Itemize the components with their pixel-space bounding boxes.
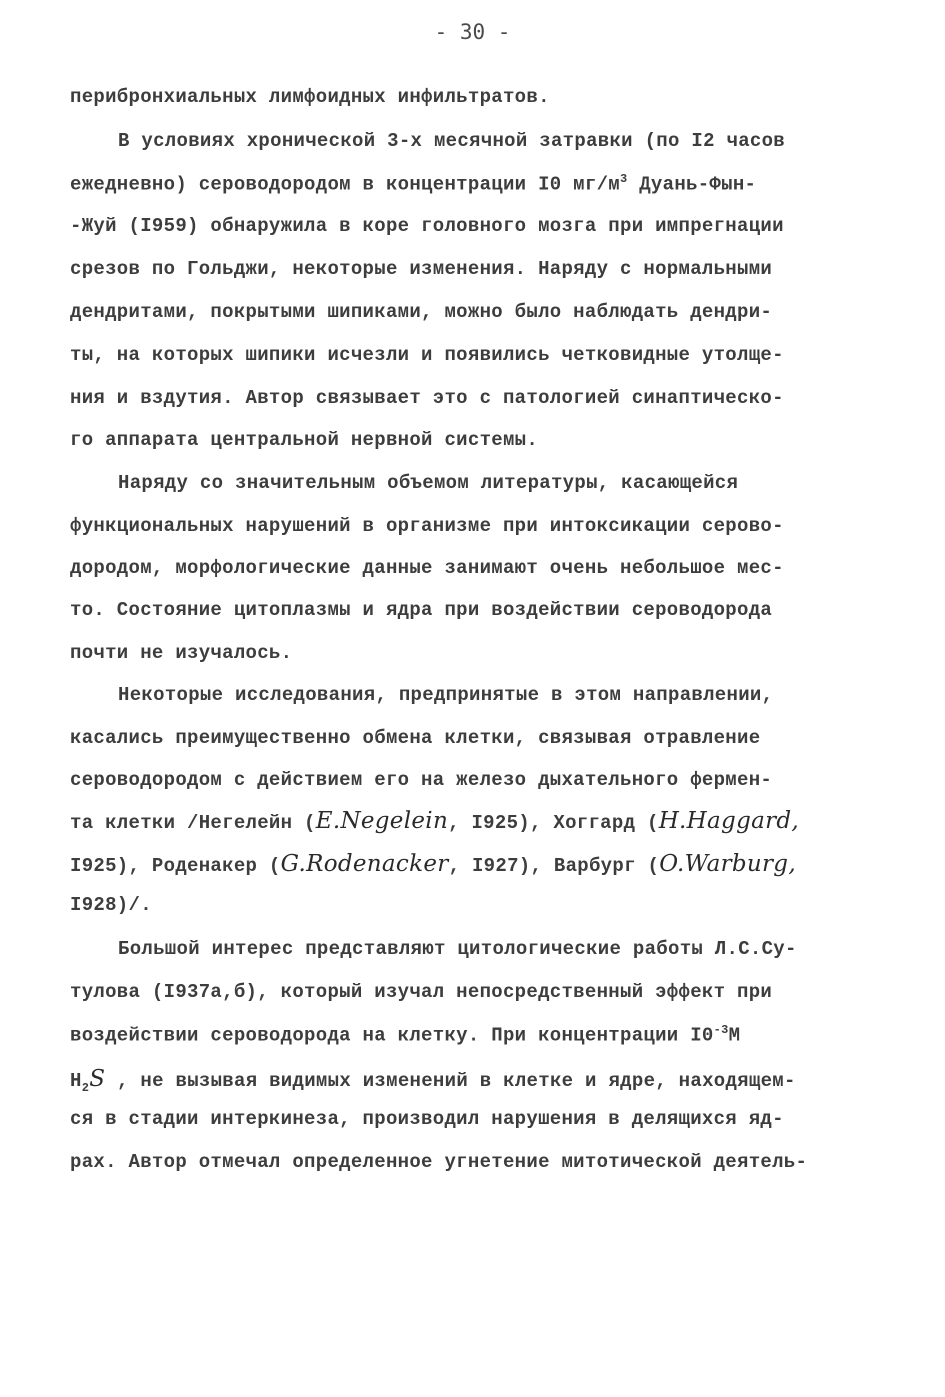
text-line: сероводородом с действием его на железо дыхательного фермен- [70, 769, 773, 791]
text-line: I925), Роденакер (G.Rodenacker, I927), Варбург (O.Warburg, [70, 851, 796, 877]
formula-h: Н [70, 1070, 82, 1092]
text-line: функциональных нарушений в организме при интоксикации серово- [70, 515, 784, 537]
formula-sub: 2 [81, 1080, 90, 1095]
text-line: Некоторые исследования, предпринятые в этом направлении, [118, 684, 774, 706]
text-line: та клетки /Негелейн (E.Negelein, I925), Хоггард (H.Haggard, [70, 808, 800, 834]
handwritten-negelein: E.Negelein [315, 808, 449, 834]
text-line: ния и вздутия. Автор связывает это с патологией синаптическо- [70, 387, 784, 409]
text-line: то. Состояние цитоплазмы и ядра при воздействии сероводорода [70, 599, 773, 621]
text-line: $Н_2S$ , не вызывая видимых изменений в клетке и ядре, находящем- [70, 1066, 796, 1095]
formula-s: S [89, 1066, 106, 1092]
text-line: I928)/. [70, 894, 152, 916]
text-line: го аппарата центральной нервной системы. [70, 429, 539, 451]
text-line: дендритами, покрытыми шипиками, можно было наблюдать дендри- [70, 301, 773, 323]
text-line: перибронхиальных лимфоидных инфильтратов. [70, 86, 550, 108]
text-line: почти не изучалось. [70, 642, 293, 664]
text-line: касались преимущественно обмена клетки, связывая отравление [70, 727, 761, 749]
handwritten-haggard: H.Haggard, [658, 808, 800, 834]
text-line: Наряду со значительным объемом литературы, касающейся [118, 472, 739, 494]
text-line: рах. Автор отмечал определенное угнетение митотической деятель- [70, 1151, 808, 1173]
superscript-power: -3 [713, 1023, 729, 1037]
text-line: воздействии сероводорода на клетку. При концентрации $I0^{-3}М$ [70, 1023, 741, 1047]
superscript-cubic: 3 [620, 172, 628, 186]
text-line: тулова (I937а,б), который изучал непосредственный эффект при [70, 981, 773, 1003]
handwritten-warburg: O.Warburg, [659, 851, 796, 877]
text-line: дородом, морфологические данные занимают очень небольшое мес- [70, 557, 784, 579]
text-line: В условиях хронической 3-х месячной затравки (по I2 часов [118, 130, 786, 152]
text-line: ты, на которых шипики исчезли и появились четковидные утолще- [70, 344, 784, 366]
text-line: -Жуй (I959) обнаружила в коре головного мозга при импрегнации [70, 215, 784, 237]
page-number: - 30 - [434, 20, 511, 44]
text-line: Большой интерес представляют цитологические работы Л.С.Су- [118, 938, 797, 960]
text-line: ежедневно) сероводородом в концентрации I0 $мг/м^3$ Дуань-Фын- [70, 172, 757, 196]
text-line: срезов по Гольджи, некоторые изменения. Наряду с нормальными [70, 258, 773, 280]
text-line: ся в стадии интеркинеза, производил нарушения в делящихся яд- [70, 1108, 784, 1130]
handwritten-rodenacker: G.Rodenacker [280, 851, 449, 877]
